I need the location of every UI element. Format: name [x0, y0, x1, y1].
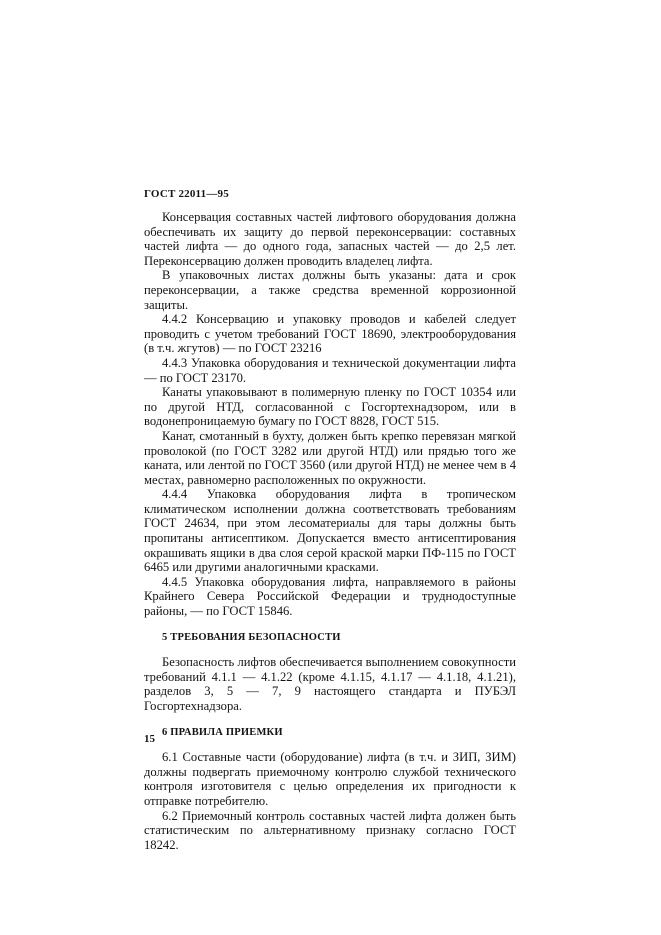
standard-header: ГОСТ 22011—95 [144, 188, 229, 200]
page-number: 15 [144, 733, 155, 745]
paragraph-4-4-2: 4.4.2 Консервацию и упаковку проводов и кабелей следует проводить с учетом требований ГОСТ 18690, электрооборудования (в т.ч. жгутов) — по ГОСТ 23216 [144, 312, 516, 356]
paragraph-6-2: 6.2 Приемочный контроль составных частей лифта должен быть статистическим по альтернативному признаку согласно ГОСТ 18242. [144, 808, 516, 852]
section-5-heading: 5 ТРЕБОВАНИЯ БЕЗОПАСНОСТИ [162, 631, 341, 643]
paragraph-4-4-5: 4.4.5 Упаковка оборудования лифта, направляемого в районы Крайнего Севера Российской Федерации и труднодоступные районы, — по ГОСТ 15846. [144, 574, 516, 619]
paragraph-packing-lists: В упаковочных листах должны быть указаны: дата и срок переконсервации, а также средства временной коррозионной защиты. [144, 268, 516, 312]
paragraph-rope-coil: Канат, смотанный в бухту, должен быть крепко перевязан мягкой проволокой (по ГОСТ 3282 или другой НТД) или прядью того же каната, или лентой по ГОСТ 3560 (или другой НТД) не менее чем в 4 местах, равномерно расположенных по окружности. [144, 428, 516, 487]
paragraph-4-4-4: 4.4.4 Упаковка оборудования лифта в тропическом климатическом исполнении должна соответствовать требованиям ГОСТ 24634, при этом лесоматериалы для тары должны быть пропитаны антисептиком. Допускается вместо антисептирования окрашивать ящики в два слоя серой краской марки ПФ-115 по ГОСТ 6465 или другими аналогичными красками. [144, 487, 516, 575]
paragraph-4-4-3: 4.4.3 Упаковка оборудования и технической документации лифта — по ГОСТ 23170. [144, 355, 516, 385]
paragraph-safety: Безопасность лифтов обеспечивается выполнением совокупности требований 4.1.1 — 4.1.22 (кроме 4.1.15, 4.1.17 — 4.1.18, 4.1.21), разделов 3, 5 — 7, 9 настоящего стандарта и ПУБЭЛ Госгортехнадзора. [144, 655, 516, 713]
section-6-heading: 6 ПРАВИЛА ПРИЕМКИ [162, 726, 283, 738]
paragraph-conservation: Консервация составных частей лифтового оборудования должна обеспечивать их защиту до первой переконсервации: составных частей лифта — до одного года, запасных частей — до 2,5 лет. Переконсервацию должен проводить владелец лифта. [144, 210, 516, 268]
paragraph-6-1: 6.1 Составные части (оборудование) лифта (в т.ч. и ЗИП, ЗИМ) должны подвергать приемочному контролю службой технического контроля изготовителя с целью определения их пригодности к отправке потребителю. [144, 750, 516, 808]
paragraph-ropes-packing: Канаты упаковывают в полимерную пленку по ГОСТ 10354 или по другой НТД, согласованной с Госгортехнадзором, или в водонепроницаемую бумагу по ГОСТ 8828, ГОСТ 515. [144, 385, 516, 429]
page-body [144, 210, 516, 852]
